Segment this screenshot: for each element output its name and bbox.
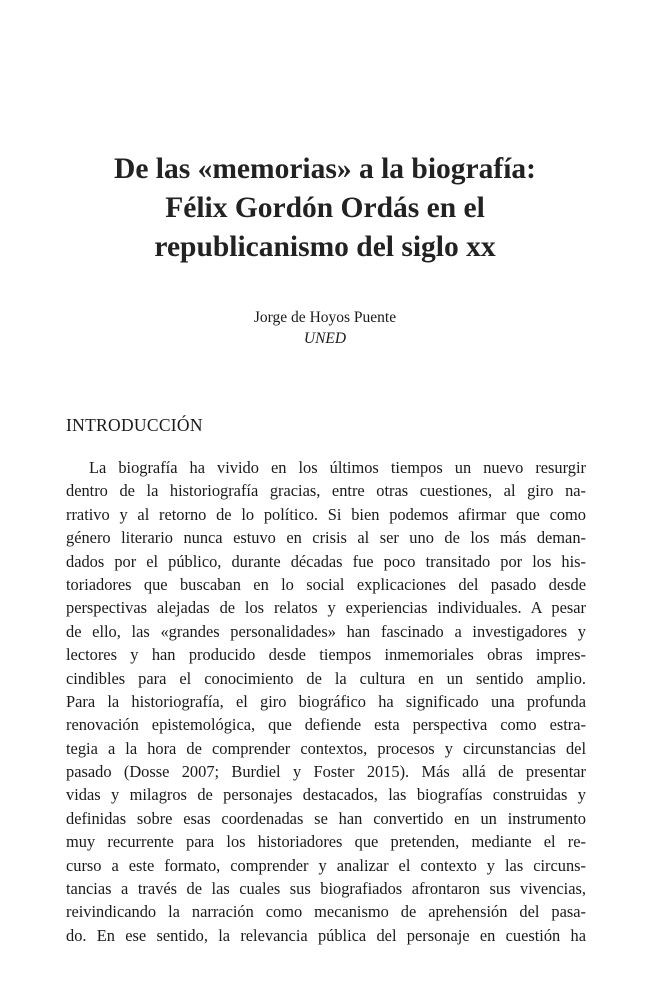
body-line: lectores y han producido desde tiempos inmemoriales obras impres- xyxy=(66,645,586,665)
body-line: reivindicando la narración como mecanismo de aprehensión del pasa- xyxy=(66,902,586,922)
body-line: La biografía ha vivido en los últimos tiempos un nuevo resurgir xyxy=(89,458,586,477)
author-block xyxy=(60,307,590,349)
body-line: vidas y milagros de personajes destacados, las biografías construidas y xyxy=(66,785,586,805)
article-title xyxy=(60,150,590,267)
body-paragraph xyxy=(66,456,586,947)
title-line-3: republicanismo del siglo xx xyxy=(154,231,496,263)
section-heading: INTRODUCCIÓN xyxy=(66,415,203,435)
body-line: de ello, las «grandes personalidades» han fascinado a investigadores y xyxy=(66,621,586,641)
body-line: tancias a través de las cuales sus biografiados afrontaron sus vivencias, xyxy=(66,879,586,899)
body-line: definidas sobre esas coordenadas se han convertido en un instrumento xyxy=(66,808,586,828)
author-name: Jorge de Hoyos Puente xyxy=(253,309,397,326)
body-line: perspectivas alejadas de los relatos y experiencias individuales. A pesar xyxy=(66,598,586,618)
body-line: rrativo y al retorno de lo político. Si bien podemos afirmar que como xyxy=(66,504,586,524)
body-line: muy recurrente para los historiadores que pretenden, mediante el re- xyxy=(66,832,586,852)
body-line: curso a este formato, comprender y analizar el contexto y las circuns- xyxy=(66,855,586,875)
author-affiliation: UNED xyxy=(303,330,347,347)
body-line: do. En ese sentido, la relevancia pública del personaje en cuestión ha xyxy=(66,925,586,945)
title-line-2: Félix Gordón Ordás en el xyxy=(165,192,485,224)
body-line: cindibles para el conocimiento de la cultura en un sentido amplio. xyxy=(66,668,586,688)
body-line: dados por el público, durante décadas fue poco transitado por los his- xyxy=(66,551,586,571)
title-line-1: De las «memorias» a la biografía: xyxy=(114,153,536,185)
body-line: tegia a la hora de comprender contextos, procesos y circunstancias del xyxy=(66,738,586,758)
body-line: género literario nunca estuvo en crisis al ser uno de los más deman- xyxy=(66,528,586,548)
body-line: renovación epistemológica, que defiende esta perspectiva como estra- xyxy=(66,715,586,735)
body-line: pasado (Dosse 2007; Burdiel y Foster 2015). Más allá de presentar xyxy=(66,762,586,782)
body-line: Para la historiografía, el giro biográfico ha significado una profunda xyxy=(66,691,586,711)
body-line: toriadores que buscaban en lo social explicaciones del pasado desde xyxy=(66,574,586,594)
body-line: dentro de la historiografía gracias, entre otras cuestiones, al giro na- xyxy=(66,481,586,501)
